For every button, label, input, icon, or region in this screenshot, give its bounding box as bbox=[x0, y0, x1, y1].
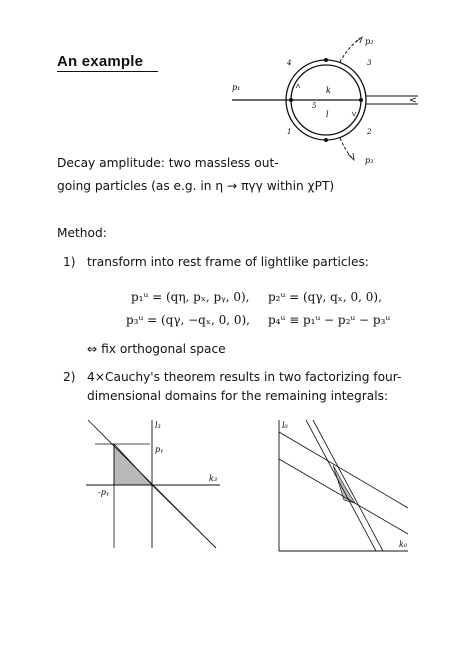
label-line-3: 3 bbox=[367, 59, 372, 67]
label-line-1: 1 bbox=[287, 128, 292, 136]
step-1-text: transform into rest frame of lightlike particles: bbox=[87, 255, 369, 269]
step-2-number: 2) bbox=[63, 370, 76, 384]
equation-p3: p₃ᵘ = (qγ, −qₓ, 0, 0), bbox=[126, 313, 250, 327]
intro-line-1: Decay amplitude: two massless out- bbox=[57, 156, 279, 170]
right-x-axis-label: k₀ bbox=[399, 540, 408, 549]
label-p1: p₁ bbox=[232, 83, 241, 92]
label-line-4: 4 bbox=[287, 59, 292, 67]
label-l: l bbox=[326, 110, 329, 119]
intro-line-2: going particles (as e.g. in η → πγγ within χPT) bbox=[57, 179, 335, 193]
left-y-axis-label: l₃ bbox=[155, 421, 161, 430]
left-x-axis-label: k₃ bbox=[209, 474, 218, 483]
step-2-line-1: 4×Cauchy's theorem results in two factorizing four- bbox=[87, 370, 402, 384]
label-line-5: 5 bbox=[312, 102, 317, 110]
equation-p4: p₄ᵘ ≡ p₁ᵘ − p₂ᵘ − p₃ᵘ bbox=[268, 313, 391, 327]
page-title: An example bbox=[57, 53, 144, 70]
left-py-tick: pᵧ bbox=[155, 445, 164, 454]
fix-orthogonal-space: ⇔ fix orthogonal space bbox=[87, 342, 226, 356]
label-line-2: 2 bbox=[367, 128, 372, 136]
label-k: k bbox=[326, 86, 331, 95]
method-heading: Method: bbox=[57, 226, 107, 240]
step-1-number: 1) bbox=[63, 255, 76, 269]
left-neg-py-tick: -pᵧ bbox=[98, 488, 109, 497]
equation-p1: p₁ᵘ = (qη, pₓ, pᵧ, 0), bbox=[131, 290, 250, 304]
right-y-axis-label: l₀ bbox=[282, 421, 288, 430]
equation-p2: p₂ᵘ = (qγ, qₓ, 0, 0), bbox=[268, 290, 382, 304]
label-p3: p₃ bbox=[365, 156, 374, 165]
label-p2: p₂ bbox=[365, 37, 374, 46]
step-2-line-2: dimensional domains for the remaining integrals: bbox=[87, 389, 389, 403]
